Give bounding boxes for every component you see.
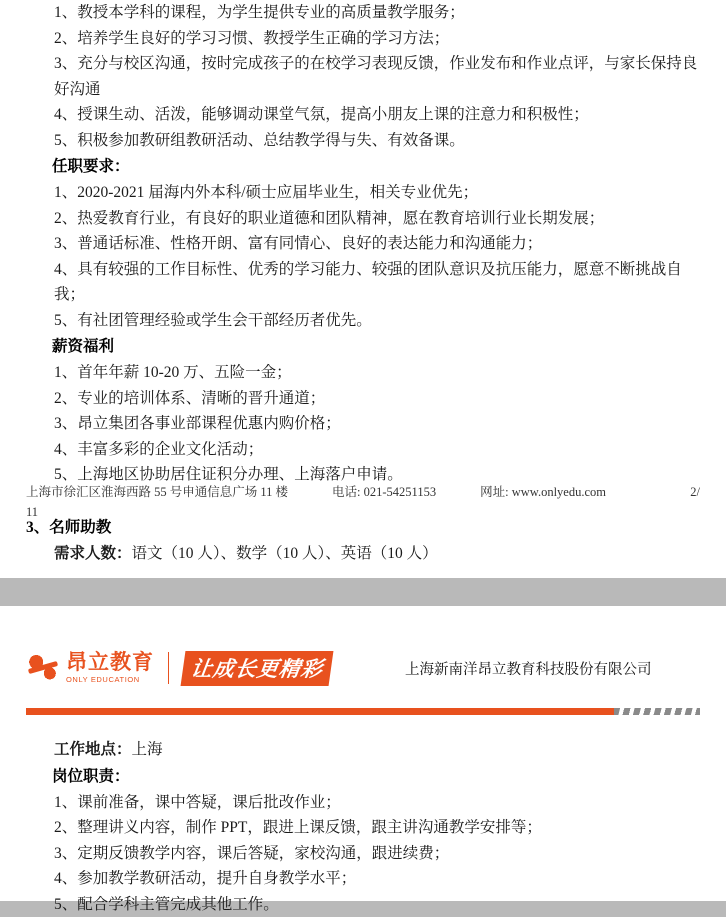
requirements-list bbox=[26, 180, 700, 333]
list-item: 5、积极参加教研组教研活动、总结教学得与失、有效备课。 bbox=[54, 128, 700, 154]
footer-telephone: 电话: 021-54251153 bbox=[332, 482, 436, 502]
list-item: 4、参加教学教研活动，提升自身教学水平； bbox=[54, 866, 700, 892]
page-2-body bbox=[26, 715, 700, 917]
logo-divider bbox=[168, 652, 169, 684]
company-name: 上海新南洋昂立教育科技股份有限公司 bbox=[405, 658, 652, 679]
list-item: 1、2020-2021 届海内外本科/硕士应届毕业生，相关专业优先； bbox=[54, 180, 700, 206]
header-rule bbox=[26, 708, 700, 715]
document-page-2 bbox=[0, 606, 726, 901]
list-item: 1、课前准备，课中答疑，课后批改作业； bbox=[54, 790, 700, 816]
duties-list bbox=[26, 790, 700, 917]
list-item: 3、定期反馈教学内容，课后答疑，家校沟通，跟进续费； bbox=[54, 841, 700, 867]
list-item: 3、昂立集团各事业部课程优惠内购价格； bbox=[54, 411, 700, 437]
list-item: 5、配合学科主管完成其他工作。 bbox=[54, 892, 700, 917]
headcount-label: 需求人数： bbox=[54, 545, 132, 562]
location-row bbox=[26, 737, 700, 763]
footer-page-number: 2/ bbox=[690, 482, 700, 502]
list-item: 5、有社团管理经验或学生会干部经历者优先。 bbox=[54, 308, 700, 334]
list-item: 4、具有较强的工作目标性、优秀的学习能力、较强的团队意识及抗压能力，愿意不断挑战自我； bbox=[54, 257, 700, 308]
header-rule-accent bbox=[614, 708, 700, 715]
list-item: 3、充分与校区沟通，按时完成孩子的在校学习表现反馈，作业发布和作业点评，与家长保持良好沟通 bbox=[54, 51, 700, 102]
page-header bbox=[26, 606, 700, 694]
list-item: 5、上海地区协助居住证积分办理、上海落户申请。 bbox=[54, 462, 700, 488]
onlyedu-logo-icon bbox=[26, 653, 60, 683]
duties-heading: 岗位职责： bbox=[26, 763, 700, 790]
list-item: 2、专业的培训体系、清晰的晋升通道； bbox=[54, 386, 700, 412]
headcount-value: 语文（10 人）、数学（10 人）、英语（10 人） bbox=[132, 545, 438, 562]
salary-heading: 薪资福利 bbox=[26, 333, 700, 360]
list-item: 2、热爱教育行业，有良好的职业道德和团队精神，愿在教育培训行业长期发展； bbox=[54, 206, 700, 232]
list-item: 1、教授本学科的课程，为学生提供专业的高质量教学服务； bbox=[54, 0, 700, 26]
list-item: 4、授课生动、活泼，能够调动课堂气氛，提高小朋友上课的注意力和积极性； bbox=[54, 102, 700, 128]
headcount-row bbox=[26, 541, 700, 567]
list-item: 1、首年年薪 10-20 万、五险一金； bbox=[54, 360, 700, 386]
list-item: 3、普通话标准、性格开朗、富有同情心、良好的表达能力和沟通能力； bbox=[54, 231, 700, 257]
page-footer bbox=[26, 482, 700, 522]
brand-logo bbox=[26, 652, 154, 684]
salary-list bbox=[26, 360, 700, 488]
location-value: 上海 bbox=[132, 741, 163, 758]
brand-slogan: 让成长更精彩 bbox=[181, 651, 334, 686]
location-label: 工作地点： bbox=[54, 741, 132, 758]
list-item: 2、整理讲义内容，制作 PPT，跟进上课反馈，跟主讲沟通教学安排等； bbox=[54, 815, 700, 841]
list-item: 4、丰富多彩的企业文化活动； bbox=[54, 437, 700, 463]
footer-website: 网址: www.onlyedu.com bbox=[480, 482, 606, 502]
logo-chinese-name: 昂立教育 bbox=[66, 652, 154, 673]
footer-address: 上海市徐汇区淮海西路 55 号申通信息广场 11 楼 bbox=[26, 482, 288, 502]
footer-page-total: 11 bbox=[26, 502, 700, 522]
list-item: 2、培养学生良好的学习习惯、教授学生正确的学习方法； bbox=[54, 26, 700, 52]
duties-continued-list bbox=[26, 0, 700, 153]
logo-english-name: ONLY EDUCATION bbox=[66, 676, 154, 684]
requirements-heading: 任职要求： bbox=[26, 153, 700, 180]
section-3-heading: 3、名师助教 bbox=[26, 514, 700, 541]
page-separator bbox=[0, 578, 726, 606]
